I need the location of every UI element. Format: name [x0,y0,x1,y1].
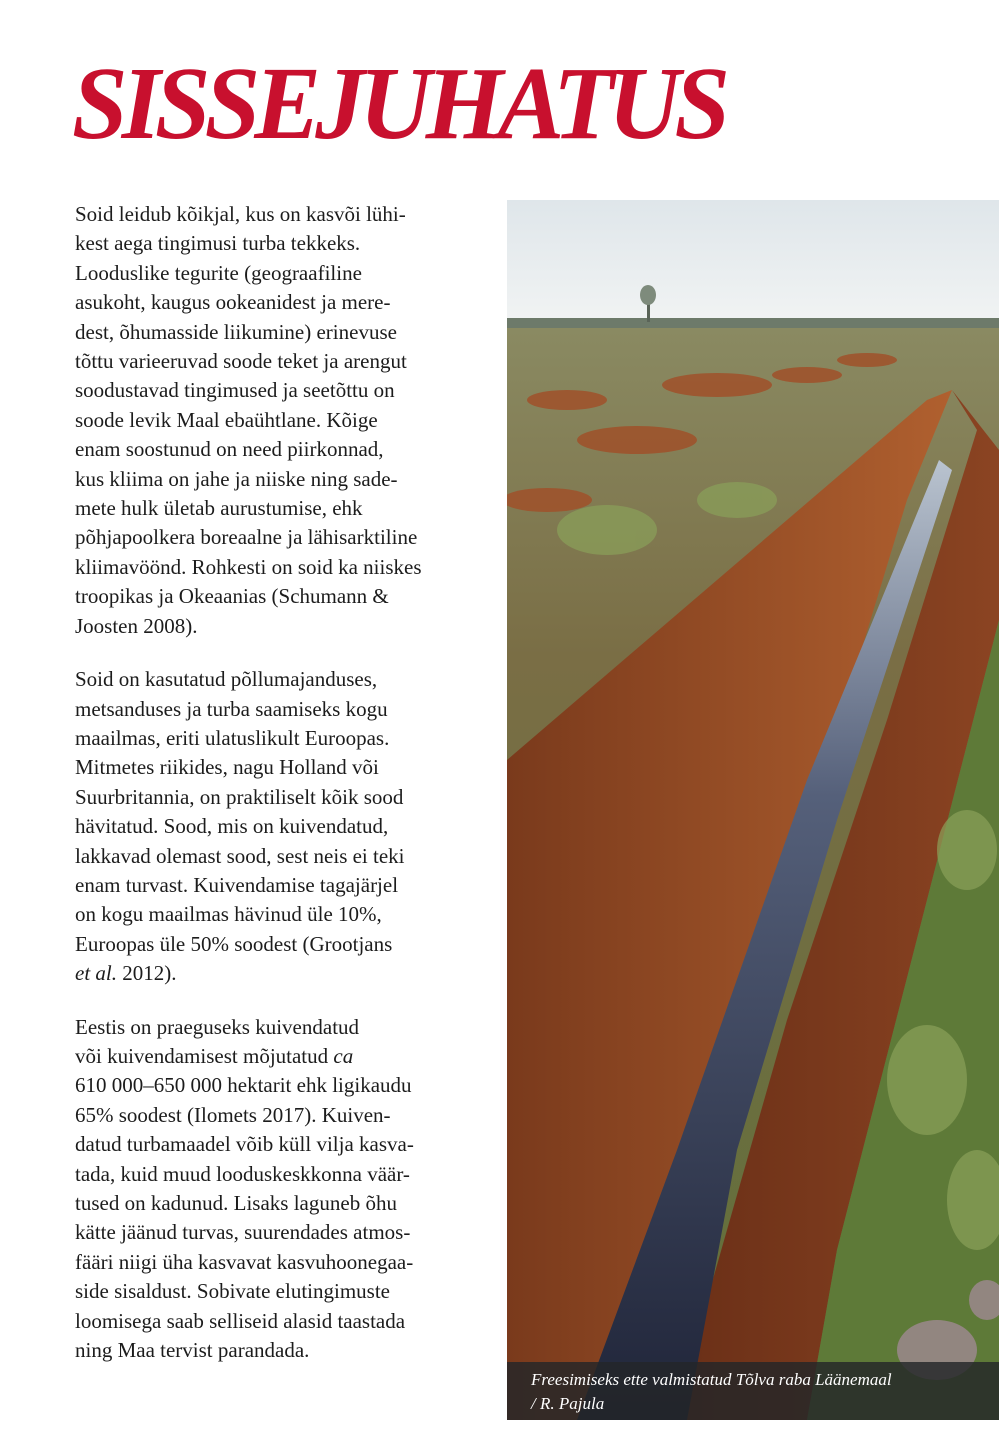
paragraph-2 [75,665,485,988]
bog-drainage-ditch-photo [507,200,999,1420]
photo-caption-line-1: Freesimiseks ette valmistatud Tõlva raba Läänemaal [531,1370,892,1389]
photo-caption [507,1362,999,1420]
paragraph-2-text: Soid on kasutatud põllumajanduses, metsanduses ja turba saamiseks kogu maailmas, eriti ulatuslikult Euroopas. Mitmetes riikides, nagu Holland või Suurbritannia, on praktiliselt kõik sood hävitatud. Sood, mis on kuivendatud, lakkavad olemast sood, sest neis ei teki enam turvast. Kuivendamise tagajärjel on kogu maailmas hävinud üle 10%, Euroopas üle 50% soodest (Grootjans [75,667,405,956]
et-al-italic: et al. [75,961,117,986]
photo-sky [507,200,999,330]
page-title: SISSEJUHATUS [72,46,725,161]
paragraph-3-text: Eestis on praeguseks kuivendatud või kuivendamisest mõjutatud [75,1014,360,1068]
paragraph-3-rest: 610 000–650 000 hektarit ehk ligikaudu 65% soodest (Ilomets 2017). Kuiven- datud turbamaadel võib küll vilja kasva- tada, kuid muud looduskeskkonna väär- tused on kadunud. Lisaks laguneb õhu kätte jäänud turvas, suurendades atmos- fääri niigi üha kasvavat kasvuhoonegaa- side sisaldust. Sobivate elutingimuste loomisega saab selliseid alasid taastada ning Maa tervist parandada. [75,1073,414,1363]
paragraph-3 [75,1013,485,1366]
ca-italic: ca [333,1043,354,1068]
photo-caption-line-2: / R. Pajula [531,1394,605,1413]
photo-illustration [507,200,999,1420]
paragraph-2-citation-year: 2012). [117,961,177,986]
paragraph-1: Soid leidub kõikjal, kus on kasvõi lühi- kest aega tingimusi turba tekkeks. Looduslike tegurite (geograafiline asukoht, kaugus ookeanidest ja mere- dest, õhumasside liikumine) erinevuse tõttu varieeruvad soode teket ja arengut soodustavad tingimused ja seetõttu on soode levik Maal ebaühtlane. Kõige enam soostunud on need piirkonnad, kus kliima on jahe ja niiske ning sade- mete hulk ületab aurustumise, ehk põhjapoolkera boreaalne ja lähisarktiline kliimavöönd. Rohkesti on soid ka niiskes troopikas ja Okeaanias (Schumann & Joosten 2008). [75,202,422,638]
photo-lone-tree-crown [640,285,656,305]
body-text [75,200,485,1389]
